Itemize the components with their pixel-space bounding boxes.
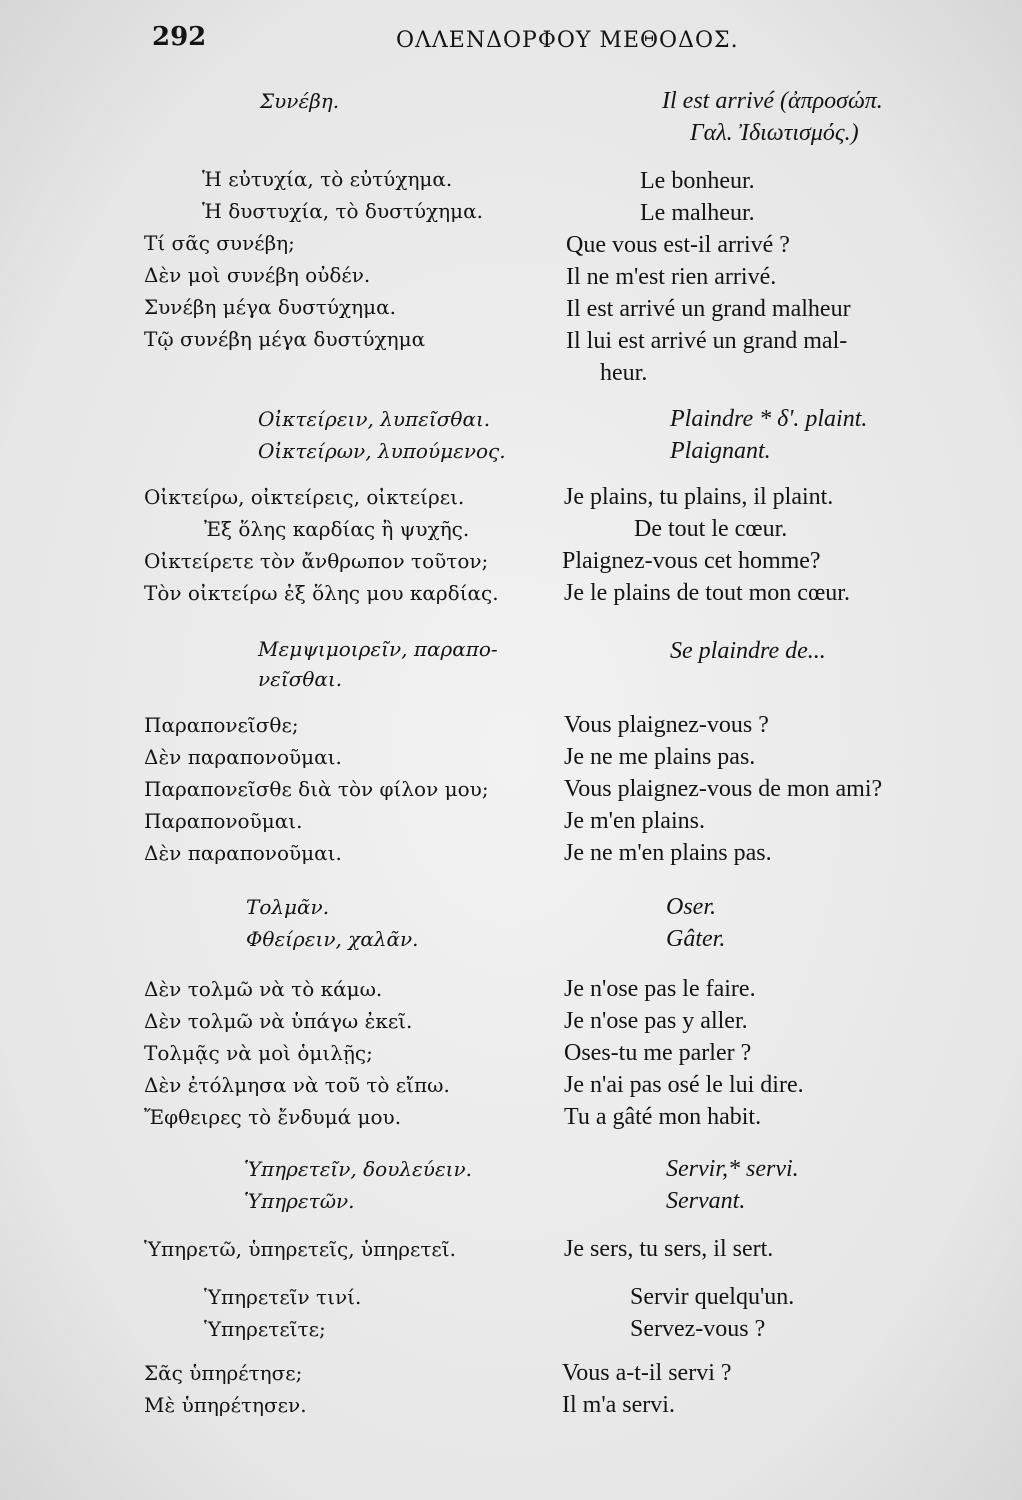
greek-line: Ὑπηρετεῖτε; bbox=[204, 1317, 326, 1341]
greek-line: Παραπονοῦμαι. bbox=[144, 809, 303, 833]
french-headword: Se plaindre de... bbox=[670, 638, 826, 664]
greek-line: Τὸν οἰκτείρω ἐξ ὅλης μου καρδίας. bbox=[144, 581, 499, 605]
french-line: Servez-vous ? bbox=[630, 1316, 766, 1342]
greek-line: Δὲν τολμῶ νὰ ὑπάγω ἐκεῖ. bbox=[144, 1009, 413, 1033]
french-line: Je sers, tu sers, il sert. bbox=[564, 1236, 774, 1262]
french-line: Je n'ose pas le faire. bbox=[564, 976, 756, 1002]
greek-line: Ὑπηρετῶ, ὑπηρετεῖς, ὑπηρετεῖ. bbox=[144, 1237, 456, 1261]
french-headword: Γαλ. Ἰδιωτισμός.) bbox=[690, 120, 859, 146]
french-line: Vous plaignez-vous ? bbox=[564, 712, 769, 738]
greek-headword: Οἰκτείρων, λυπούμενος. bbox=[258, 439, 506, 463]
french-line: heur. bbox=[600, 360, 648, 386]
french-line: Je le plains de tout mon cœur. bbox=[564, 580, 850, 606]
greek-line: Τῷ συνέβη μέγα δυστύχημα bbox=[144, 327, 426, 351]
greek-line: Ἡ δυστυχία, τὸ δυστύχημα. bbox=[202, 199, 483, 223]
greek-headword: Ὑπηρετῶν. bbox=[244, 1189, 355, 1213]
french-line: Je plains, tu plains, il plaint. bbox=[564, 484, 834, 510]
greek-headword: Συνέβη. bbox=[260, 89, 340, 113]
french-headword: Servant. bbox=[666, 1188, 746, 1214]
french-line: Je n'ose pas y aller. bbox=[564, 1008, 748, 1034]
running-title: ΟΛΛΕΝΔΟΡΦΟΥ ΜΕΘΟΔΟΣ. bbox=[396, 28, 739, 53]
greek-line: Μὲ ὑπηρέτησεν. bbox=[144, 1393, 307, 1417]
french-line: Servir quelqu'un. bbox=[630, 1284, 795, 1310]
greek-headword: νεῖσθαι. bbox=[258, 667, 343, 691]
french-line: Il lui est arrivé un grand mal- bbox=[566, 328, 848, 354]
french-line: De tout le cœur. bbox=[634, 516, 788, 542]
french-line: Vous plaignez-vous de mon ami? bbox=[564, 776, 883, 802]
greek-headword: Τολμᾶν. bbox=[246, 895, 330, 919]
greek-line: Παραπονεῖσθε διὰ τὸν φίλον μου; bbox=[144, 777, 489, 801]
french-line: Le bonheur. bbox=[640, 168, 755, 194]
french-line: Vous a-t-il servi ? bbox=[562, 1360, 732, 1386]
french-headword: Gâter. bbox=[666, 926, 726, 952]
greek-line: Τολμᾷς νὰ μοὶ ὁμιλῇς; bbox=[144, 1041, 373, 1065]
greek-line: Οἰκτείρετε τὸν ἄνθρωπον τοῦτον; bbox=[144, 549, 489, 573]
french-line: Oses-tu me parler ? bbox=[564, 1040, 752, 1066]
greek-headword: Μεμψιμοιρεῖν, παραπο- bbox=[258, 637, 498, 661]
greek-line: Δὲν μοὶ συνέβη οὐδέν. bbox=[144, 263, 371, 287]
greek-line: Οἰκτείρω, οἰκτείρεις, οἰκτείρει. bbox=[144, 485, 465, 509]
greek-headword: Οἰκτείρειν, λυπεῖσθαι. bbox=[258, 407, 491, 431]
french-headword: Plaignant. bbox=[670, 438, 771, 464]
greek-headword: Φθείρειν, χαλᾶν. bbox=[246, 927, 419, 951]
greek-line: Συνέβη μέγα δυστύχημα. bbox=[144, 295, 396, 319]
greek-line: Δὲν παραπονοῦμαι. bbox=[144, 841, 342, 865]
greek-line: Δὲν ἐτόλμησα νὰ τοῦ τὸ εἴπω. bbox=[144, 1073, 450, 1097]
french-headword: Il est arrivé (ἀπροσώπ. bbox=[662, 88, 883, 114]
greek-line: Ἡ εὐτυχία, τὸ εὐτύχημα. bbox=[202, 167, 453, 191]
greek-line: Παραπονεῖσθε; bbox=[144, 713, 299, 737]
greek-line: Ἔφθειρες τὸ ἔνδυμά μου. bbox=[144, 1105, 402, 1129]
page-number: 292 bbox=[152, 22, 207, 52]
french-headword: Oser. bbox=[666, 894, 717, 920]
french-line: Je ne m'en plains pas. bbox=[564, 840, 772, 866]
french-line: Il ne m'est rien arrivé. bbox=[566, 264, 777, 290]
french-line: Le malheur. bbox=[640, 200, 755, 226]
french-line: Je n'ai pas osé le lui dire. bbox=[564, 1072, 804, 1098]
greek-line: Ἐξ ὅλης καρδίας ἢ ψυχῆς. bbox=[204, 517, 470, 541]
french-line: Je ne me plains pas. bbox=[564, 744, 756, 770]
french-headword: Plaindre * δ'. plaint. bbox=[670, 406, 868, 432]
french-line: Il est arrivé un grand malheur bbox=[566, 296, 851, 322]
french-line: Que vous est-il arrivé ? bbox=[566, 232, 790, 258]
greek-line: Τί σᾶς συνέβη; bbox=[144, 231, 295, 255]
page-header bbox=[0, 22, 1022, 66]
greek-line: Σᾶς ὑπηρέτησε; bbox=[144, 1361, 303, 1385]
french-line: Tu a gâté mon habit. bbox=[564, 1104, 762, 1130]
french-line: Plaignez-vous cet homme? bbox=[562, 548, 821, 574]
greek-line: Δὲν παραπονοῦμαι. bbox=[144, 745, 342, 769]
french-headword: Servir,* servi. bbox=[666, 1156, 799, 1182]
greek-line: Ὑπηρετεῖν τινί. bbox=[204, 1285, 362, 1309]
greek-line: Δὲν τολμῶ νὰ τὸ κάμω. bbox=[144, 977, 383, 1001]
french-line: Je m'en plains. bbox=[564, 808, 705, 834]
french-line: Il m'a servi. bbox=[562, 1392, 675, 1418]
greek-headword: Ὑπηρετεῖν, δουλεύειν. bbox=[244, 1157, 473, 1181]
